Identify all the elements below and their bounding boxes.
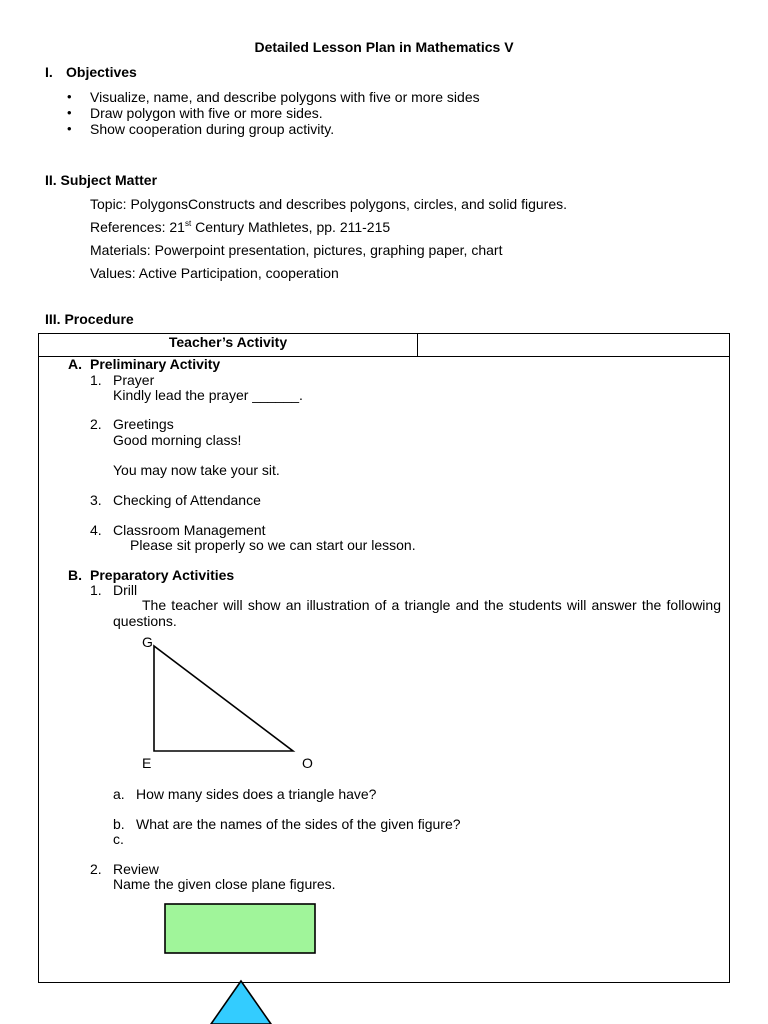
vertex-label-g: G [142,634,153,650]
topic-line: Topic: PolygonsConstructs and describes polygons, circles, and solid figures. [90,196,568,212]
values-line: Values: Active Participation, cooperation [90,265,339,281]
prayer-title: Prayer [113,372,155,388]
greetings-text: Good morning class! [113,432,242,448]
objectives-heading: Objectives [66,64,137,80]
bullet-icon: • [67,89,72,104]
objective-item: Visualize, name, and describe polygons with five or more sides [90,89,480,105]
preparatory-activities-heading: Preparatory Activities [90,567,235,583]
references-line [90,219,390,235]
table-header-row [39,334,729,357]
drill-title: Drill [113,582,138,598]
materials-line: Materials: Powerpoint presentation, pictures, graphing paper, chart [90,242,503,258]
teachers-activity-header: Teacher’s Activity [168,334,288,350]
subject-matter-heading: II. Subject Matter [45,172,158,188]
greetings-title: Greetings [113,416,174,432]
document-title: Detailed Lesson Plan in Mathematics V [254,39,514,55]
review-title: Review [113,861,159,877]
question-text: What are the names of the sides of the given figure? [136,816,461,832]
column-divider [417,334,418,356]
section-a-label: A. [68,356,82,372]
item-number: 1. [90,372,102,388]
classroom-management-title: Classroom Management [113,522,266,538]
attendance-title: Checking of Attendance [113,492,261,508]
objective-item: Draw polygon with five or more sides. [90,105,323,121]
greetings-text: You may now take your sit. [113,462,280,478]
item-number: 2. [90,416,102,432]
classroom-management-text: Please sit properly so we can start our lesson. [130,537,416,553]
references-prefix: References: 21 [90,219,185,235]
drill-instructions: The teacher will show an illustration of a triangle and the students will answer the following questions. [113,597,721,629]
objective-item: Show cooperation during group activity. [90,121,335,137]
bullet-icon: • [67,105,72,120]
question-text: How many sides does a triangle have? [136,786,377,802]
section-b-label: B. [68,567,82,583]
question-label: c. [113,831,124,847]
bullet-icon: • [67,121,72,136]
vertex-label-o: O [302,755,313,771]
question-label: a. [113,786,125,802]
item-number: 4. [90,522,102,538]
item-number: 2. [90,861,102,877]
references-superscript: st [184,219,192,228]
vertex-label-e: E [142,755,152,771]
objectives-heading-number: I. [45,64,53,80]
item-number: 3. [90,492,102,508]
item-number: 1. [90,582,102,598]
references-suffix: Century Mathletes, pp. 211-215 [191,219,391,235]
blue-triangle [211,981,271,1024]
review-text: Name the given close plane figures. [113,876,336,892]
prayer-text: Kindly lead the prayer ______. [113,387,303,403]
procedure-heading: III. Procedure [45,311,134,327]
preliminary-activity-heading: Preliminary Activity [90,356,221,372]
question-label: b. [113,816,125,832]
